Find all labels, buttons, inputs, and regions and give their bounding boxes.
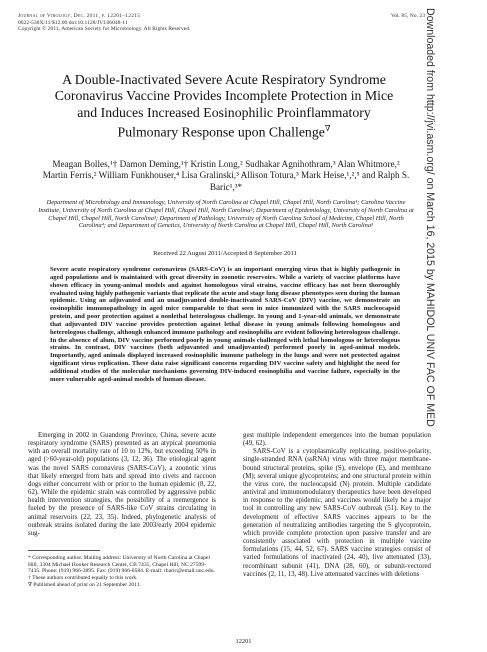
download-watermark (424, 8, 447, 620)
page-number: 12201 (235, 638, 252, 645)
running-header-left (18, 13, 278, 33)
abstract: Severe acute respiratory syndrome coronavirus (SARS-CoV) is an important emerging virus that is highly pathogenic in aged populations and is maintained with great diversity in zoonotic reservoirs. While a variety of vaccine platforms have shown efficacy in young-animal models and against homologous viral strains, vaccine efficacy has not been thoroughly evaluated using highly pathogenic variants that replicate the acute and stage lung disease phenotypes seen during the human epidemic. Using an adjuvanted and an unadjuvanted double-inactivated SARS-CoV (DIV) vaccine, we demonstrate an eosinophilic immunopathology in aged mice comparable to that seen in mice immunized with the SARS nucleocapsid protein, and poor protection against a nonlethal heterologous challenge. In young and 1-year-old animals, we demonstrate that adjuvanted DIV vaccine provides protection against lethal disease in young animals following homologous and heterologous challenge, although enhanced immune pathology and eosinophilia are evident following heterologous challenge. In the absence of alum, DIV vaccine performed poorly in young animals challenged with lethal homologous or heterologous strains. In contrast, DIV vaccines (both adjuvanted and unadjuvanted) performed poorly in aged-animal models. Importantly, aged animals displayed increased eosinophilic immune pathology in the lungs and were not protected against significant virus replication. These data raise significant concerns regarding DIV vaccine safety and highlight the need for additional studies of the molecular mechanisms governing DIV-induced eosinophilia and vaccine failure, especially in the more vulnerable aged-animal models of human disease. (50, 266, 400, 383)
download-watermark-text: Downloaded from http://jvi.asm.org/ on March 16, 2015 by MAHIDOL UNIV FAC OF MED (424, 8, 436, 427)
issn-doi: 0022-538X/11/$12.00 doi:10.1128/JVI.06048-11 (18, 19, 128, 26)
article-title (48, 72, 400, 141)
footnotes (28, 555, 216, 589)
volume-issue: Vol. 85, No. 23 (390, 13, 425, 19)
footnote-divider (28, 550, 100, 551)
footnote-corresponding-author: * Corresponding author. Mailing address: University of North Carolina at Chapel Hill, 3304 Michael Hooker Research Center, CB 7435, Chapel Hill, NC 27599-7435. Phone: (919) 966-3895. Fax: (919) 966-0584. E-mail: rbaric@email.unc.edu. (28, 555, 215, 575)
footnote-equal-contribution: † These authors contributed equally to this work. (28, 575, 138, 582)
affiliations: Department of Microbiology and Immunology, University of North Carolina at Chapel Hill, Chapel Hill, North Carolina¹; Carolina Vaccine Institute, University of North Carolina at Chapel Hill, Chapel Hill, North Carolina²; Department of Epidemiology, University of North Carolina at Chapel Hill, Chapel Hill, North Carolina³; Department of Pathology, University of North Carolina School of Medicine, Chapel Hill, North Carolina⁴; and Department of Genetics, University of North Carolina at Chapel Hill, Chapel Hill, North Carolina⁵ (38, 199, 414, 230)
title-footnote-mark: ∇ (324, 124, 331, 134)
body-column-left (28, 432, 216, 538)
footnote-published-ahead: ∇ Published ahead of print on 21 September 2011. (28, 581, 141, 588)
author-list: Meagan Bolles,¹† Damon Deming,¹† Kristin Long,² Sudhakar Agnihothram,³ Alan Whitmore,² Martin Ferris,² William Funkhouser,⁴ Lisa Gralinski,³ Allison Totura,³ Mark Heise,¹,²,⁵ and Ralph S. Baric¹,³* (42, 159, 410, 192)
journal-citation: Journal of Virology, Dec. 2011, p. 12201–12215 (18, 13, 141, 19)
received-accepted-dates: Received 22 August 2011/Accepted 8 September 2011 (153, 250, 297, 257)
article-title-text: A Double-Inactivated Severe Acute Respiratory Syndrome Coronavirus Vaccine Provides Incomplete Protection in Mice and Induces Increased Eosinophilic Proinflammatory Pulmonary Response upon Challenge (54, 72, 394, 140)
body-paragraph: Emerging in 2002 in Guandong Province, China, severe acute respiratory syndrome (SARS) presented as an atypical pneumonia with an overall mortality rate of 10 to 12%, but exceeding 50% in aged (>60-year-old) populations (3, 12, 36). The etiological agent was the novel SARS coronavirus (SARS-CoV), a zoonotic virus that likely emerged from bats and spread into civets and raccoon dogs either concurrent with or prior to the human epidemic (8, 22, 62). While the epidemic strain was controlled by aggressive public health intervention strategies, the possibility of a reemergence is fueled by the presence of SARS-like CoV strains circulating in animal reservoirs (22, 23, 35). Indeed, phylogenetic analysis of outbreak strains isolated during the late 2003/early 2004 epidemic sug- (28, 432, 216, 537)
copyright-line: Copyright © 2011, American Society for Microbiology. All Rights Reserved. (18, 26, 191, 33)
body-paragraph: gest multiple independent emergences into the human population (49, 62). (243, 432, 431, 448)
body-column-right (243, 432, 431, 579)
body-paragraph: SARS-CoV is a cytoplasmically replicating, positive-polarity, single-stranded RNA (ssRNA) virus with three major membrane-bound structural proteins, spike (S), envelope (E), and membrane (M); several unique glycoproteins; and one structural protein within the virus core, the nucleocapsid (N) protein. Multiple candidate antiviral and immunomodulatory therapeutics have been developed in response to the epidemic, and vaccines would likely be a major tool in controlling any new SARS-CoV outbreak (51). Key to the development of effective SARS vaccines appears to be the generation of neutralizing antibodies targeting the S glycoprotein, which provide complete protection upon passive transfer and are consistently associated with protection in multiple vaccine formulations (15, 44, 52, 67). SARS vaccine strategies consist of varied formulations of inactivated (24, 40), live attenuated (33), recombinant subunit (41), DNA (28, 60), or subunit-vectored vaccines (2, 11, 13, 48). Live attenuated vaccines with deletions (243, 448, 431, 578)
